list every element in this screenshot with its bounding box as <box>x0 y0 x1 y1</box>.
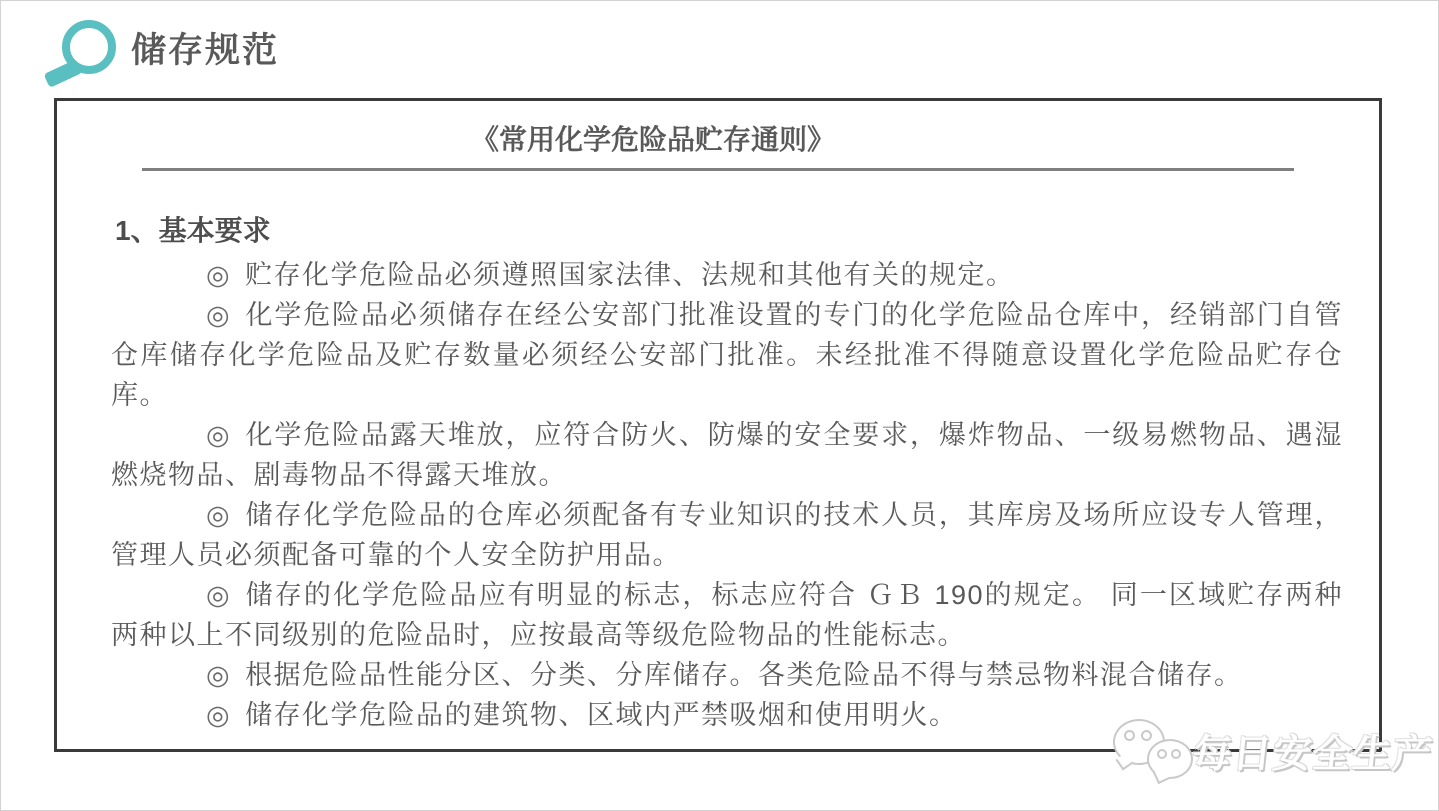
magnifier-icon <box>41 9 123 87</box>
bullet-text: 贮存化学危险品必须遵照国家法律、法规和其他有关的规定。 <box>245 260 1015 290</box>
section-heading: 1、基本要求 <box>115 215 271 246</box>
chat-bubble-small <box>1147 739 1193 779</box>
bullet-marker-icon: ◎ <box>206 300 232 330</box>
bubble-tail <box>1115 752 1133 770</box>
bubble-tail <box>1153 767 1170 784</box>
bubble-eye <box>1157 749 1167 759</box>
bullet-text: 储存的化学危险品应有明显的标志，标志应符合 ＧＢ 190的规定。 同一区域贮存两种两种以上不同级别的危险品时，应按最高等级危险物品的性能标志。 <box>111 580 1343 650</box>
bullet-marker-icon: ◎ <box>206 260 232 290</box>
bullet-item <box>111 575 1343 655</box>
bullet-marker-icon: ◎ <box>206 660 232 690</box>
watermark-text: 每日安全生产 <box>1190 733 1435 776</box>
bullet-text: 化学危险品露天堆放，应符合防火、防爆的安全要求，爆炸物品、一级易燃物品、遇湿燃烧物品、剧毒物品不得露天堆放。 <box>111 420 1343 490</box>
bullet-marker-icon: ◎ <box>206 700 232 730</box>
bullet-marker-icon: ◎ <box>206 500 232 530</box>
magnifier-handle <box>44 59 83 88</box>
bubble-eye <box>1124 730 1135 741</box>
bullet-text: 根据危险品性能分区、分类、分库储存。各类危险品不得与禁忌物料混合储存。 <box>245 660 1243 690</box>
document-title: 《常用化学危险品贮存通则》 <box>470 124 835 155</box>
bullet-text: 化学危险品必须储存在经公安部门批准设置的专门的化学危险品仓库中，经销部门自管仓库储存化学危险品及贮存数量必须经公安部门批准。未经批准不得随意设置化学危险品贮存仓库。 <box>111 300 1343 410</box>
bullet-list <box>111 255 1343 735</box>
bubble-eye <box>1141 730 1152 741</box>
bullet-item <box>111 255 1343 295</box>
title-underline <box>142 168 1294 171</box>
bullet-marker-icon: ◎ <box>206 420 232 450</box>
bubble-eye <box>1171 749 1181 759</box>
bullet-marker-icon: ◎ <box>206 580 232 610</box>
page-title: 储存规范 <box>131 31 280 70</box>
watermark <box>1107 713 1433 789</box>
bullet-item <box>111 655 1343 695</box>
bullet-item <box>111 295 1343 415</box>
bullet-text: 储存化学危险品的仓库必须配备有专业知识的技术人员，其库房及场所应设专人管理，管理人员必须配备可靠的个人安全防护用品。 <box>111 500 1343 570</box>
page-header <box>1 1 1438 96</box>
bullet-item <box>111 495 1343 575</box>
bullet-item <box>111 415 1343 495</box>
bullet-text: 储存化学危险品的建筑物、区域内严禁吸烟和使用明火。 <box>245 700 958 730</box>
wechat-logo-icon <box>1107 713 1193 789</box>
document-box <box>54 98 1382 752</box>
